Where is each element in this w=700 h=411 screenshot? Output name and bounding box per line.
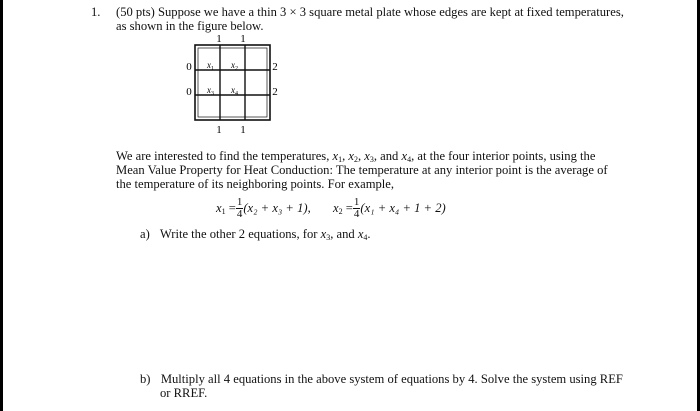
- eq1-fraction: $\frac{1}{4}$: [236, 195, 243, 220]
- eq1-body: (x₂ + x₃ + 1),: [243, 201, 311, 215]
- eq2-lhs: $x_2$: [333, 201, 343, 216]
- top-label-2: 1: [240, 33, 246, 45]
- paragraph-line1: We are interested to find the temperatures, $x_1$, $x_2$, $x_3$, and $x_4$, at the four interior points, using the: [116, 149, 596, 164]
- eq2-body: (x₁ + x₄ + 1 + 2): [360, 201, 446, 215]
- var-x3: $x_3$: [364, 149, 374, 164]
- plate-outline: [195, 45, 270, 120]
- part-b-line1: [140, 372, 623, 386]
- paragraph-line2: Mean Value Property for Heat Conduction: The temperature at any interior point is the average of: [116, 163, 608, 177]
- interior-x4: $x_4$: [231, 85, 238, 97]
- part-a-text-end: .: [367, 227, 371, 241]
- part-a-text-mid: , and: [330, 227, 358, 241]
- problem-intro-line2: as shown in the figure below.: [116, 19, 264, 33]
- part-a-var-x3: $x_3$: [320, 227, 331, 242]
- left-label-2: 0: [186, 86, 192, 98]
- part-b-text: Multiply all 4 equations in the above system of equations by 4. Solve the system using REF: [160, 372, 623, 386]
- left-label-1: 0: [186, 61, 192, 73]
- eq1-lhs: $x_1$: [216, 201, 226, 216]
- interior-x3: $x_3$: [207, 85, 214, 97]
- right-label-1: 2: [272, 61, 278, 73]
- eq2-fraction: $\frac{1}{4}$: [353, 195, 360, 220]
- top-label-1: 1: [216, 33, 222, 45]
- paragraph-text: We are interested to find the temperatures,: [116, 149, 333, 163]
- right-label-2: 2: [272, 86, 278, 98]
- part-a: [140, 227, 371, 245]
- var-x4: $x_4$: [401, 149, 412, 164]
- part-b-line2: or RREF.: [160, 386, 208, 400]
- problem-number: 1.: [91, 5, 101, 19]
- plate-figure: [170, 32, 285, 140]
- part-a-label: a): [140, 227, 150, 241]
- interior-x1: $x_1$: [207, 60, 214, 72]
- paragraph-text: , at the four interior points, using the: [411, 149, 596, 163]
- bottom-label-2: 1: [240, 124, 246, 136]
- paragraph-text: , and: [373, 149, 402, 163]
- paragraph-line3: the temperature of its neighboring points. For example,: [116, 177, 395, 191]
- interior-x2: $x_2$: [231, 60, 238, 72]
- var-x2: $x_2$: [348, 149, 358, 164]
- problem-intro-line1: (50 pts) Suppose we have a thin 3 × 3 square metal plate whose edges are kept at fixed temperatures,: [116, 5, 624, 19]
- part-a-var-x4: $x_4$: [357, 227, 368, 242]
- part-b-label: b): [140, 372, 151, 386]
- plate-inner-outline: [198, 48, 267, 117]
- left-dark-border: [0, 0, 3, 411]
- part-a-text: Write the other 2 equations, for: [159, 227, 321, 241]
- bottom-label-1: 1: [216, 124, 222, 136]
- example-equations: $x_1$ = $\frac{1}{4}$ (x₂ + x₃ + 1), $x_2$ = $\frac{1}{4}$ (x₁ + x₄ + 1 + 2): [216, 195, 446, 220]
- var-x1: $x_1$: [332, 149, 343, 164]
